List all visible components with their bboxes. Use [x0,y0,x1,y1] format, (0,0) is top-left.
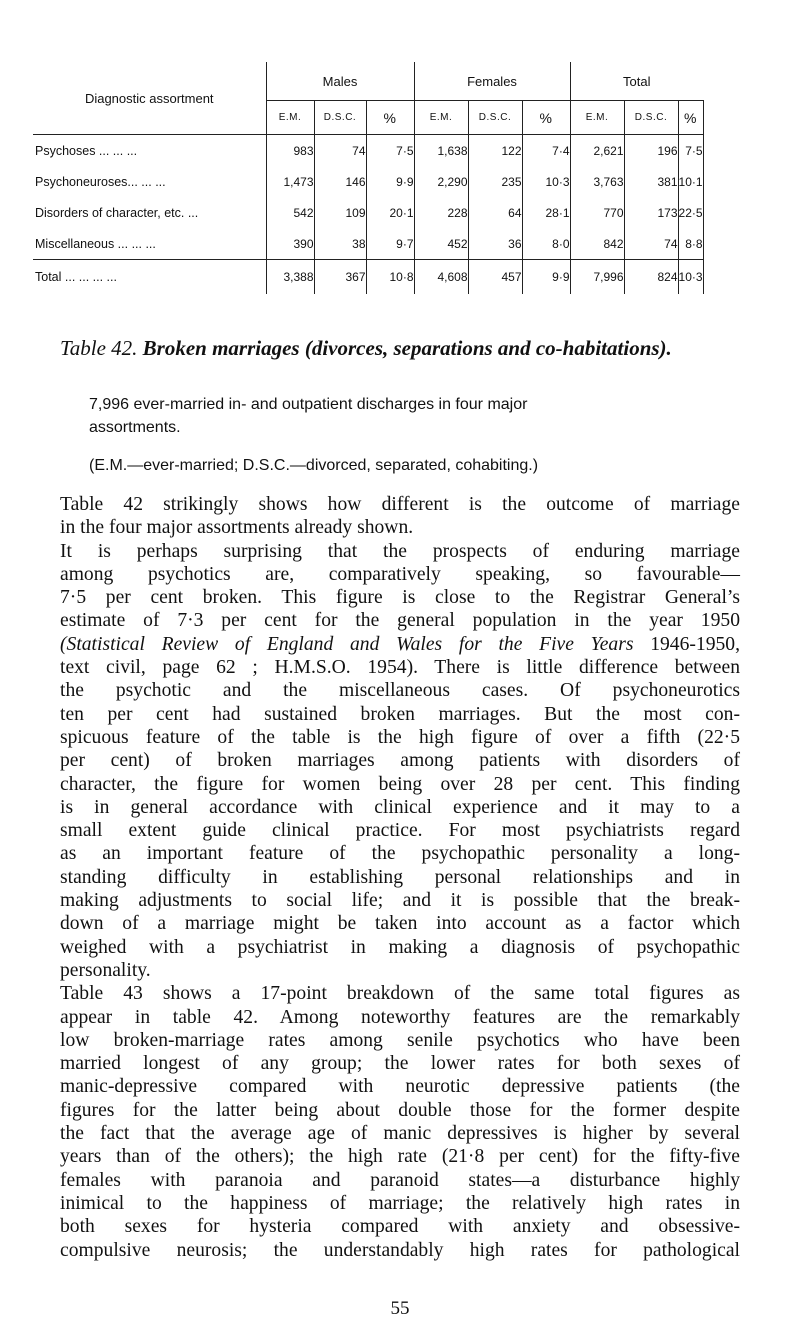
body-line: making adjustments to social life; and it is possible that the break- [60,890,740,912]
table-cell: 64 [468,197,522,228]
table-cell: 10·1 [678,166,703,197]
table-cell: 173 [624,197,678,228]
table-cell: 4,608 [414,260,468,295]
diagnostic-assortment-header: Diagnostic assortment [33,62,266,135]
table-cell: 109 [314,197,366,228]
caption-note-line-2: assortments. [89,419,181,436]
caption-note-line-1: 7,996 ever-married in- and outpatient discharges in four major [89,396,528,413]
body-line: females with paranoia and paranoid states—a disturbance highly [60,1169,740,1191]
table-cell: 74 [314,135,366,167]
table-number: Table 42. [60,336,138,360]
table-cell: 10·3 [678,260,703,295]
body-line: years than of the others); the high rate (21·8 per cent) for the fifty-five [60,1146,740,1168]
table-cell: 7·5 [366,135,414,167]
table-row [33,166,703,197]
body-line: 7·5 per cent broken. This figure is close to the Registrar General’s [60,587,740,609]
body-line: small extent guide clinical practice. For most psychiatrists regard [60,820,740,842]
body-line: ten per cent had sustained broken marriages. But the most con- [60,703,740,725]
table-cell: 2,621 [570,135,624,167]
table-cell: 10·3 [522,166,570,197]
body-line: compulsive neurosis; the understandably high rates for pathological [60,1239,740,1261]
row-label: Total ... ... ... ... [33,260,266,295]
body-line: Table 42 strikingly shows how different is the outcome of marriage [60,494,740,515]
table-cell: 228 [414,197,468,228]
table-body [33,135,703,295]
table-cell: 983 [266,135,314,167]
males-em-header: E.M. [266,101,314,135]
table-cell: 452 [414,228,468,260]
body-line: spicuous feature of the table is the high figure of over a fifth (22·5 [60,726,740,748]
caption-legend: (E.M.—ever-married; D.S.C.—divorced, separated, cohabiting.) [89,457,539,474]
body-line: Table 43 shows a 17-point breakdown of the same total figures as [60,983,740,1005]
table-cell: 2,290 [414,166,468,197]
total-em-header: E.M. [570,101,624,135]
table-cell: 74 [624,228,678,260]
row-label: Psychoneuroses... ... ... [33,166,266,197]
body-line: in the four major assortments already shown. [60,517,414,539]
body-line: weighed with a psychiatrist in making a diagnosis of psychopathic [60,936,740,958]
females-em-header: E.M. [414,101,468,135]
body-text [60,493,740,1262]
females-header: Females [414,62,570,101]
body-line: text civil, page 62 ; H.M.S.O. 1954). There is little difference between [60,657,740,679]
body-line: low broken-marriage rates among senile psychotics who have been [60,1029,740,1051]
table-cell: 3,388 [266,260,314,295]
body-line: estimate of 7·3 per cent for the general population in the year 1950 [60,610,740,632]
page-number: 55 [390,1298,410,1319]
broken-marriages-table [33,62,704,294]
table-cell: 381 [624,166,678,197]
body-line: figures for the latter being about double those for the former despite [60,1099,740,1121]
males-header: Males [266,62,414,101]
table-cell: 8·8 [678,228,703,260]
table-cell: 122 [468,135,522,167]
table-cell: 9·9 [522,260,570,295]
body-line: appear in table 42. Among noteworthy features are the remarkably [60,1006,740,1028]
table-cell: 9·9 [366,166,414,197]
males-pct-header: % [366,101,414,135]
body-line: both sexes for hysteria compared with anxiety and obsessive- [60,1216,740,1238]
table-cell: 390 [266,228,314,260]
body-line: as an important feature of the psychopathic personality a long- [60,843,740,865]
body-line: personality. [60,959,151,981]
total-pct-header: % [678,101,703,135]
row-label: Psychoses ... ... ... [33,135,266,167]
total-dsc-header: D.S.C. [624,101,678,135]
table-cell: 20·1 [366,197,414,228]
body-line: per cent) of broken marriages among patients with disorders of [60,750,740,772]
body-line: manic-depressive compared with neurotic depressive patients (the [60,1076,740,1098]
table-cell: 7,996 [570,260,624,295]
body-line: inimical to the happiness of marriage; the relatively high rates in [60,1192,740,1214]
table-cell: 1,473 [266,166,314,197]
table-cell: 28·1 [522,197,570,228]
body-citation-years: 1946-1950, [633,633,740,655]
table-cell: 235 [468,166,522,197]
females-pct-header: % [522,101,570,135]
table-row [33,197,703,228]
total-header: Total [570,62,703,101]
body-line: is in general accordance with clinical experience and it may to a [60,796,740,818]
body-line: married longest of any group; the lower rates for both sexes of [60,1053,740,1075]
body-line: the psychotic and the miscellaneous cases. Of psychoneurotics [60,680,740,702]
body-line: standing difficulty in establishing personal relationships and in [60,866,740,888]
table-cell: 842 [570,228,624,260]
row-label: Miscellaneous ... ... ... [33,228,266,260]
table-cell: 38 [314,228,366,260]
table-cell: 3,763 [570,166,624,197]
table-cell: 1,638 [414,135,468,167]
table-cell: 196 [624,135,678,167]
table-cell: 367 [314,260,366,295]
table-cell: 542 [266,197,314,228]
body-line [60,633,740,656]
body-line: It is perhaps surprising that the prospects of enduring marriage [60,540,740,562]
table-title: Broken marriages (divorces, separations and co-habitations). [142,336,672,360]
body-line: character, the figure for women being over 28 per cent. This finding [60,773,740,795]
table-caption [60,336,672,361]
breakdown-table-container [33,62,703,294]
table-cell: 824 [624,260,678,295]
table-row [33,135,703,167]
table-cell: 146 [314,166,366,197]
females-dsc-header: D.S.C. [468,101,522,135]
table-cell: 457 [468,260,522,295]
body-line: the fact that the average age of manic depressives is higher by several [60,1123,740,1145]
row-label: Disorders of character, etc. ... [33,197,266,228]
males-dsc-header: D.S.C. [314,101,366,135]
body-line: among psychotics are, comparatively speaking, so favourable— [60,563,740,585]
table-cell: 10·8 [366,260,414,295]
table-row [33,260,703,295]
table-cell: 7·4 [522,135,570,167]
table-cell: 7·5 [678,135,703,167]
table-cell: 9·7 [366,228,414,260]
body-citation-italic: (Statistical Review of England and Wales for the Five Years [60,633,634,655]
table-cell: 770 [570,197,624,228]
table-cell: 8·0 [522,228,570,260]
table-cell: 36 [468,228,522,260]
body-line: down of a marriage might be taken into account as a factor which [60,913,740,935]
table-row [33,228,703,260]
table-cell: 22·5 [678,197,703,228]
